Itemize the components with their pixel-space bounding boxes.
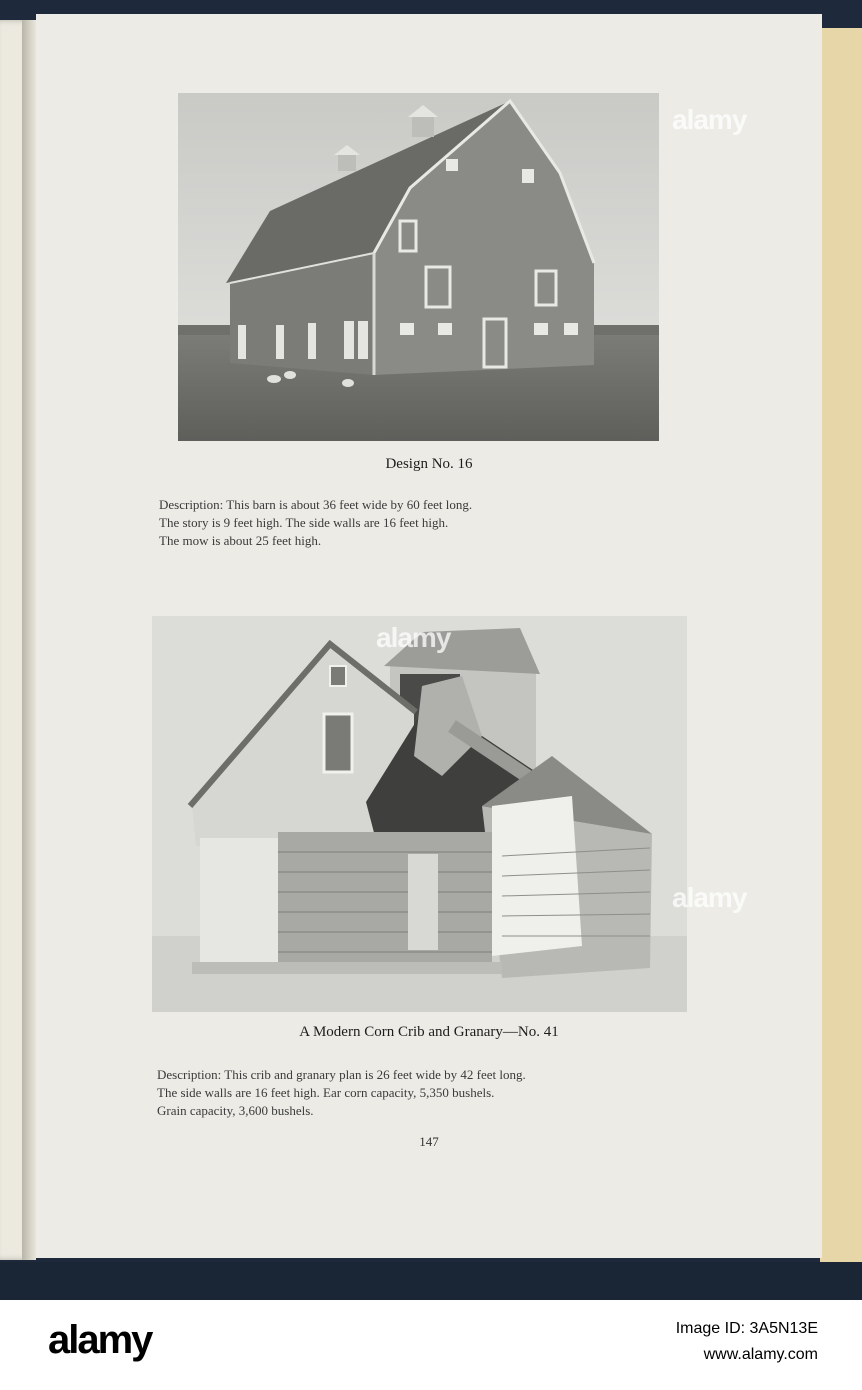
page-number: 147	[419, 1134, 439, 1149]
footer-url: www.alamy.com	[703, 1346, 818, 1363]
watermark: alamy	[376, 622, 451, 653]
book-cover-bottom	[0, 1262, 862, 1300]
figure2-description: Description: This crib and granary plan is 26 feet wide by 42 feet long. The side walls are 16 feet high. Ear corn capacity, 5,350 bushels. Grain capacity, 3,600 bushels.	[157, 1067, 526, 1118]
barn-illustration	[178, 93, 659, 441]
watermark: alamy	[672, 104, 747, 135]
figure2-caption: A Modern Corn Crib and Granary—No. 41	[299, 1024, 559, 1040]
image-id: Image ID: 3A5N13E	[675, 1320, 818, 1337]
figure1-description: Description: This barn is about 36 feet wide by 60 feet long. The story is 9 feet high. The side walls are 16 feet high. The mow is about 25 feet high.	[159, 497, 473, 548]
corn-crib-illustration	[152, 616, 687, 1012]
corn-crib-photo	[152, 616, 687, 1012]
book-gutter	[22, 20, 36, 1260]
alamy-logo: alamy	[48, 1318, 152, 1362]
book-cover-edge	[820, 28, 862, 1268]
watermark: alamy	[672, 882, 747, 913]
figure1-caption: Design No. 16	[385, 456, 473, 472]
barn-photo	[178, 93, 659, 441]
